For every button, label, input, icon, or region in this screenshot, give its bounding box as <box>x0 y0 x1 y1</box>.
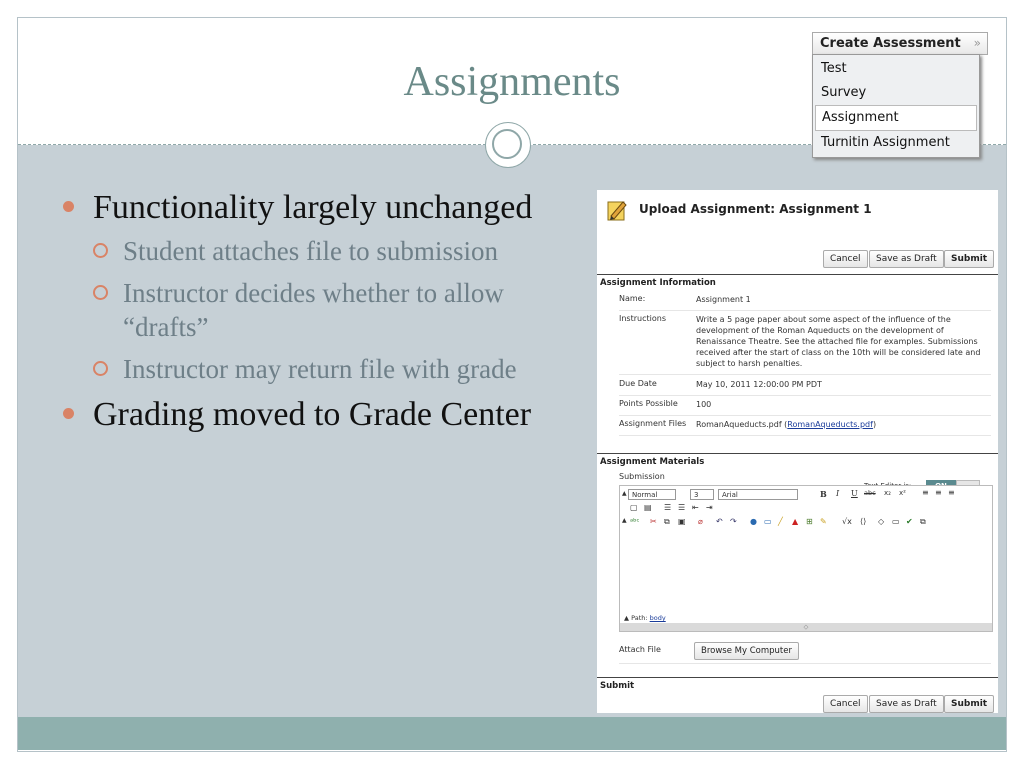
eraser-icon[interactable]: ⌀ <box>698 517 703 526</box>
due-date-row <box>619 379 991 396</box>
form-title: Upload Assignment: Assignment 1 <box>639 202 872 216</box>
italic-icon[interactable]: I <box>836 489 840 498</box>
instructions-label: Instructions <box>619 314 666 323</box>
indent-icon[interactable]: ⇥ <box>706 503 713 512</box>
attach-file-label: Attach File <box>619 645 661 654</box>
create-assessment-dropdown <box>812 32 988 150</box>
attach-divider <box>619 663 991 664</box>
cancel-button-bottom[interactable]: Cancel <box>823 695 868 713</box>
collapse-arrow-icon[interactable]: ▲ <box>622 490 627 497</box>
redo-icon[interactable]: ↷ <box>730 517 737 526</box>
bullet-text: Functionality largely unchanged <box>93 189 533 226</box>
preview-icon[interactable]: ⧉ <box>920 517 926 526</box>
file-close-paren: ) <box>872 420 877 429</box>
sub-bullet-text: Instructor may return file with grade <box>123 354 517 384</box>
editor-resize-handle[interactable]: ⬦ <box>620 623 992 631</box>
due-date-label: Due Date <box>619 379 657 388</box>
due-date-value: May 10, 2011 12:00:00 PM PDT <box>696 380 822 389</box>
assignment-files-value <box>696 419 991 430</box>
text-editor[interactable] <box>619 485 993 632</box>
save-as-draft-button[interactable]: Save as Draft <box>869 250 944 268</box>
file-link[interactable]: RomanAqueducts.pdf <box>787 420 873 429</box>
paste-icon[interactable]: ▣ <box>678 517 686 526</box>
instructions-value: Write a 5 page paper about some aspect of the influence of the development of the Roman Aqueducts on the development of Renaissance Theatre. See the attached file for examples. Submissions received after the start of class on the 10th will be considered late and subject to harsh penalties. <box>696 315 981 368</box>
points-label: Points Possible <box>619 399 678 408</box>
copy-icon[interactable]: ⧉ <box>664 517 670 526</box>
collapse-arrow-icon[interactable]: ▲ <box>622 517 627 524</box>
pencil-icon[interactable]: ✎ <box>820 517 827 526</box>
menu-item-turnitin-assignment[interactable]: Turnitin Assignment <box>821 135 950 150</box>
spellcheck-icon[interactable]: ᵃᵇᶜ <box>630 517 640 526</box>
create-assessment-button[interactable] <box>812 32 988 55</box>
submit-button[interactable]: Submit <box>944 250 994 268</box>
dropdown-label: Create Assessment <box>820 36 961 51</box>
strikethrough-icon[interactable]: abc <box>864 489 876 497</box>
text-color-icon[interactable]: ▲ <box>792 517 799 526</box>
assignment-pencil-icon <box>605 198 629 222</box>
sub-bullet-ring-icon <box>93 285 108 300</box>
cancel-button[interactable]: Cancel <box>823 250 868 268</box>
ring-ornament-icon <box>485 122 531 168</box>
editor-toolbar-row-3 <box>620 516 992 531</box>
link-icon[interactable]: ● <box>750 517 757 526</box>
points-row <box>619 399 991 416</box>
sub-bullet-item <box>60 352 570 386</box>
submission-label: Submission <box>619 472 665 481</box>
save-as-draft-button-bottom[interactable]: Save as Draft <box>869 695 944 713</box>
bullet-dot-icon <box>63 408 74 419</box>
name-value: Assignment 1 <box>696 295 751 304</box>
assignment-information-header: Assignment Information <box>597 274 998 288</box>
assignment-files-row <box>619 419 991 436</box>
sub-bullet-text: Instructor decides whether to allow “drafts” <box>123 278 504 342</box>
submit-header: Submit <box>597 677 998 691</box>
mashup-icon[interactable]: ✔ <box>906 517 913 526</box>
menu-item-survey[interactable]: Survey <box>821 85 867 100</box>
subscript-icon[interactable]: x₂ <box>884 489 891 497</box>
html-code-icon[interactable]: ⟨⟩ <box>860 517 867 526</box>
instructions-row <box>619 314 991 375</box>
numbered-list-icon[interactable]: ☰ <box>664 503 672 512</box>
superscript-icon[interactable]: x² <box>899 489 906 497</box>
sub-bullet-text: Student attaches file to submission <box>123 236 498 266</box>
assignment-files-label: Assignment Files <box>619 419 687 428</box>
font-select[interactable]: Arial <box>718 489 798 500</box>
image-icon[interactable]: ⊞ <box>806 517 813 526</box>
table-icon[interactable]: ▭ <box>764 517 772 526</box>
name-label: Name: <box>619 294 646 303</box>
paste-word-icon[interactable]: ▤ <box>644 503 652 512</box>
format-select[interactable]: Normal <box>628 489 676 500</box>
editor-toolbar-row-1 <box>620 488 992 503</box>
bullet-list <box>60 187 570 441</box>
points-value: 100 <box>696 400 712 409</box>
align-right-icon[interactable]: ≡ <box>948 488 955 497</box>
name-row <box>619 294 991 311</box>
align-left-icon[interactable]: ≡ <box>922 488 929 497</box>
editor-path-bar: ▲ Path: body <box>624 614 666 622</box>
embed-icon[interactable]: ▭ <box>892 517 900 526</box>
browse-my-computer-button[interactable]: Browse My Computer <box>694 642 799 660</box>
bullet-list-icon[interactable]: ☰ <box>678 503 686 512</box>
menu-item-test[interactable]: Test <box>821 61 847 76</box>
math-icon[interactable]: √x <box>842 517 852 526</box>
bullet-item <box>60 187 570 228</box>
highlighter-icon[interactable]: ╱ <box>778 517 783 526</box>
outdent-icon[interactable]: ⇤ <box>692 503 699 512</box>
sub-bullet-ring-icon <box>93 361 108 376</box>
underline-icon[interactable]: U <box>851 489 858 498</box>
paste-text-icon[interactable]: ▢ <box>630 503 638 512</box>
assignment-materials-header: Assignment Materials <box>597 453 998 467</box>
bold-icon[interactable]: B <box>820 489 827 499</box>
editor-toolbar-row-2 <box>620 502 992 517</box>
path-body-link[interactable]: body <box>649 614 666 622</box>
bullet-dot-icon <box>63 201 74 212</box>
slide-title: Assignments <box>403 59 621 105</box>
source-icon[interactable]: ◇ <box>878 517 885 526</box>
undo-icon[interactable]: ↶ <box>716 517 723 526</box>
sub-bullet-item <box>60 234 570 268</box>
menu-item-assignment[interactable]: Assignment <box>815 105 977 131</box>
dropdown-menu <box>812 54 980 158</box>
sub-bullet-item <box>60 276 570 344</box>
upload-assignment-panel <box>597 190 998 713</box>
file-name: RomanAqueducts.pdf ( <box>696 420 788 429</box>
chevron-down-icon: » <box>973 36 981 50</box>
submit-button-bottom[interactable]: Submit <box>944 695 994 713</box>
bullet-text: Grading moved to Grade Center <box>93 396 532 433</box>
align-center-icon[interactable]: ≡ <box>935 488 942 497</box>
size-select[interactable]: 3 <box>690 489 714 500</box>
path-label: Path: <box>631 614 648 622</box>
sub-bullet-ring-icon <box>93 243 108 258</box>
bullet-item <box>60 394 570 435</box>
cut-icon[interactable]: ✂ <box>650 517 657 526</box>
